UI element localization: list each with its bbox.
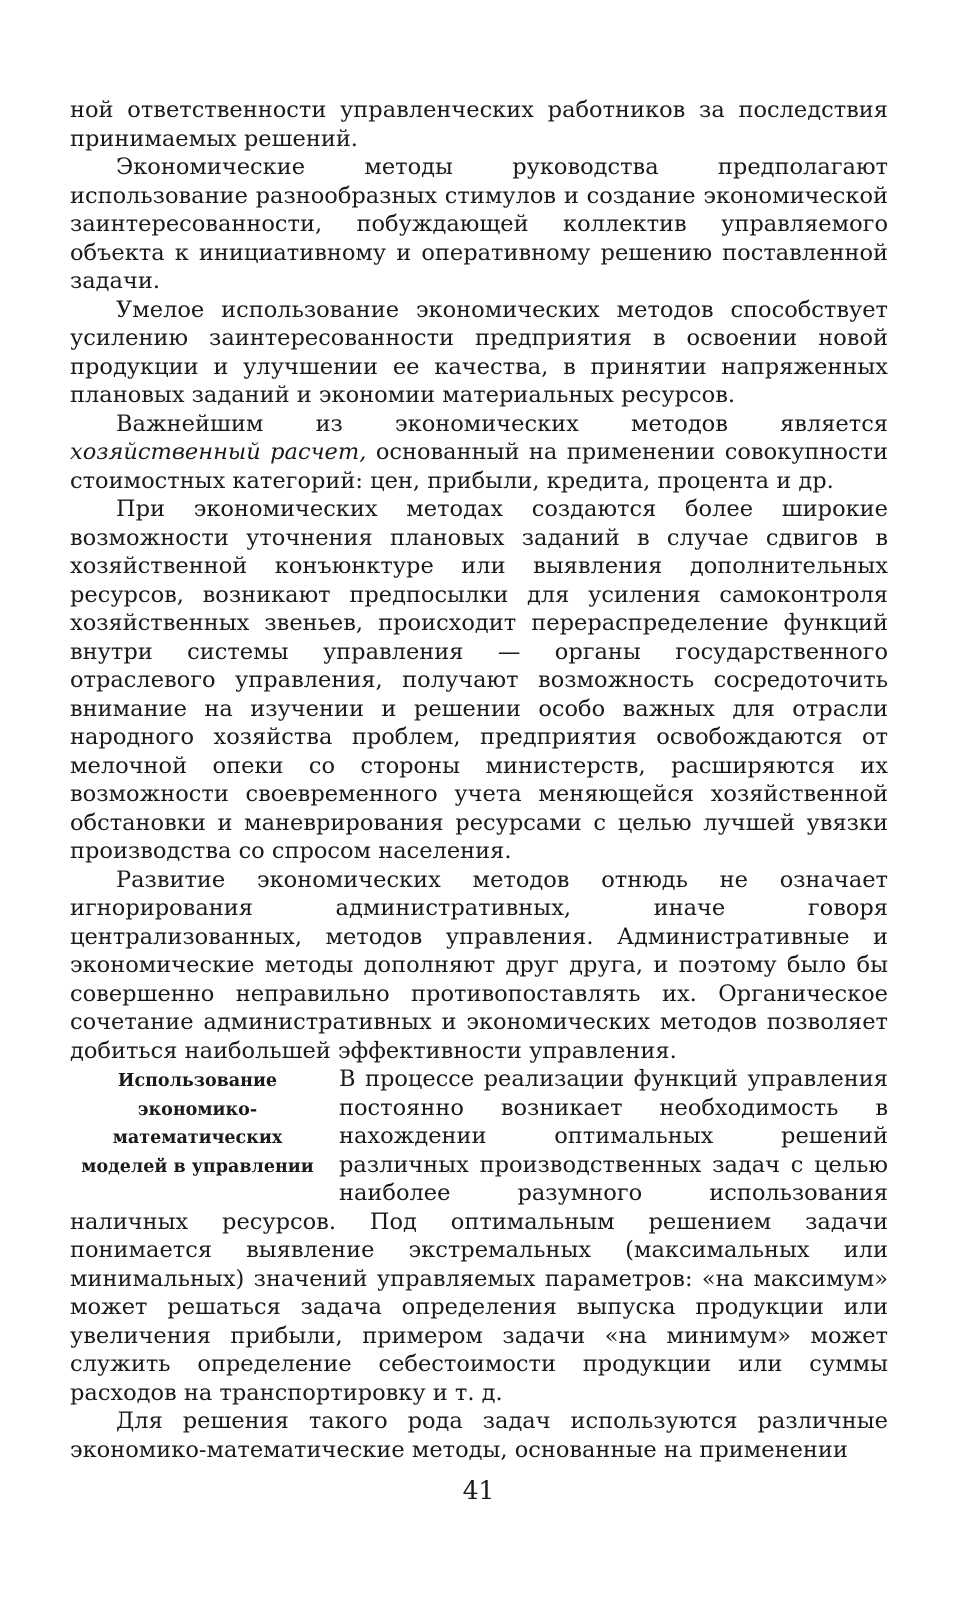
page-number: 41 [462,1476,495,1505]
paragraph-economic-methods: Экономические методы руководства предполагают использование разнообразных стимулов и создание экономической заинтересованности, побуждающей коллектив управляемого объекта к инициативному и оперативному решению поставленной задачи. [70,154,888,294]
paragraph-skillful-use: Умелое использование экономических методов способствует усилению заинтересованности предприятия в освоении новой продукции и улучшении ее качества, в принятии напряженных плановых заданий и экономии материальных ресурсов. [70,296,888,408]
side-heading-line: экономико- [137,1099,258,1120]
khozraschet-before: Важнейшим из экономических методов является [116,410,888,437]
khozraschet-term: хозяйственный расчет, [70,439,367,465]
section-models [70,1065,888,1407]
side-heading [70,1067,325,1181]
paragraph-possibilities: При экономических методах создаются более широкие возможности уточнения плановых заданий в случае сдвигов в хозяйственной конъюнктуре или выявления дополнительных ресурсов, возникают предпосылки для усиления самоконтроля хозяйственных звеньев, происходит перераспределение функций внутри системы управления — органы государственного отраслевого управления, получают возможность сосредоточить внимание на изучении и решении особо важных для отрасли народного хозяйства проблем, предприятия освобождаются от мелочной опеки со стороны министерств, расширяются их возможности своевременного учета меняющейся хозяйственной обстановки и маневрирования ресурсами с целью лучшей увязки производства со спросом населения. [70,496,888,864]
paragraph-optimal-solutions: В процессе реализации функций управления постоянно возникает необходимость в нахождении оптимальных решений различных производственных задач с целью наиболее разумного использования наличных ресурсов. Под оптимальным решением задачи понимается выявление экстремальных (максимальных или минимальных) значений управляемых параметров: «на максимум» может решаться задача определения выпуска продукции или увеличения прибыли, примером задачи «на минимум» может служить определение себестоимости продукции или суммы расходов на транспортировку и т. д. [70,1066,888,1406]
paragraph-khozraschet [70,410,888,496]
side-heading-line: математических [112,1128,283,1148]
paragraph-administrative: Развитие экономических методов отнюдь не означает игнорирования административных, иначе говоря централизованных, методов управления. Административные и экономические методы дополняют друг друга, и поэтому было бы совершенно неправильно противопоставлять их. Органическое сочетание административных и экономических методов позволяет добиться наибольшей эффективности управления. [70,866,888,1064]
paragraph-continuation: ной ответственности управленческих работников за последствия принимаемых решений. [70,97,888,152]
side-heading-line: моделей в управлении [81,1156,314,1177]
paragraph-methods: Для решения такого рода задач используются различные экономико-математические методы, основанные на применении [70,1408,888,1463]
page-body [70,96,888,1464]
khozraschet-after: основанный на применении совокупности стоимостных категорий: цен, прибыли, кредита, процента и др. [70,439,888,494]
side-heading-line: Использование [117,1071,278,1091]
